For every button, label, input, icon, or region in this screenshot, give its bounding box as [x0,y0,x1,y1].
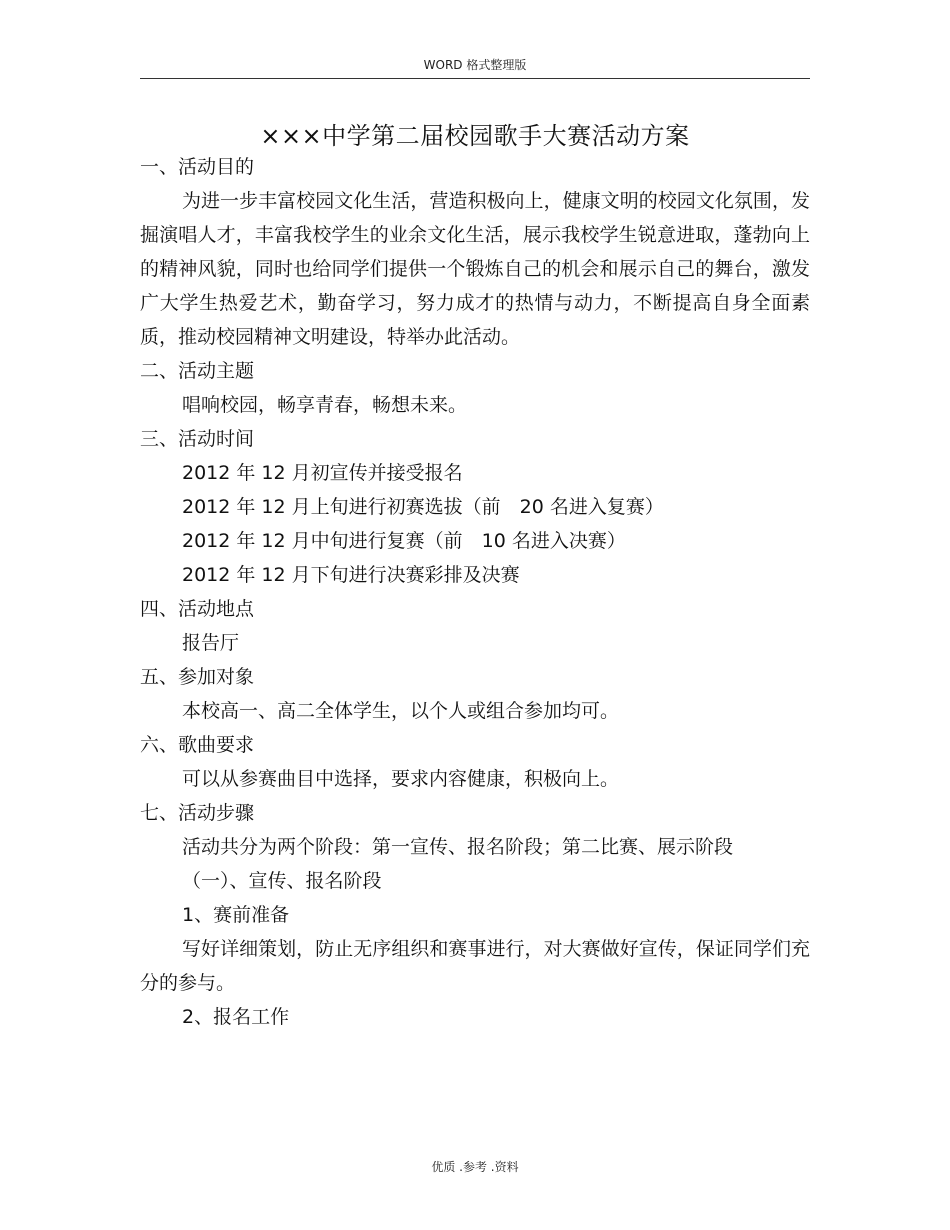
section-heading-steps: 七、活动步骤 [140,802,255,824]
time-item: 2012 年 12 月初宣传并接受报名 [182,462,463,484]
venue-text: 报告厅 [182,632,240,654]
purpose-paragraph [140,184,810,354]
header-rule [140,78,810,79]
time-item: 2012 年 12 月下旬进行决赛彩排及决赛 [182,564,520,586]
page-footer: 优质 .参考 .资料 [431,1160,519,1174]
participants-text: 本校高一、高二全体学生，以个人或组合参加均可。 [182,700,620,722]
steps-intro: 活动共分为两个阶段：第一宣传、报名阶段；第二比赛、展示阶段 [182,836,734,858]
time-item: 2012 年 12 月中旬进行复赛（前 10 名进入决赛） [182,530,626,552]
document-title: ×××中学第二届校园歌手大赛活动方案 [260,122,690,150]
section-heading-purpose: 一、活动目的 [140,156,255,178]
section-heading-theme: 二、活动主题 [140,360,255,382]
preparation-paragraph [140,932,810,1000]
steps-item-preparation: 1、赛前准备 [182,904,290,926]
purpose-paragraph-text: 为进一步丰富校园文化生活，营造积极向上，健康文明的校园文化氛围，发掘演唱人才，丰富我校学生的业余文化生活，展示我校学生锐意进取，蓬勃向上的精神风貌，同时也给同学们提供一个锻炼自己的机会和展示自己的舞台，激发广大学生热爱艺术，勤奋学习，努力成才的热情与动力，不断提高自身全面素质，推动校园精神文明建设，特举办此活动。 [140,190,810,348]
section-heading-time: 三、活动时间 [140,428,255,450]
time-item: 2012 年 12 月上旬进行初赛选拔（前 20 名进入复赛） [182,496,664,518]
page-header: WORD 格式整理版 [423,58,527,72]
section-heading-participants: 五、参加对象 [140,666,255,688]
theme-text: 唱响校园，畅享青春，畅想未来。 [182,394,468,416]
song-requirements-text: 可以从参赛曲目中选择，要求内容健康，积极向上。 [182,768,620,790]
document-body [140,150,810,1034]
steps-subheading-publicity: （一）、宣传、报名阶段 [182,870,382,892]
section-heading-song-requirements: 六、歌曲要求 [140,734,255,756]
section-heading-venue: 四、活动地点 [140,598,255,620]
preparation-paragraph-text: 写好详细策划，防止无序组织和赛事进行，对大赛做好宣传，保证同学们充分的参与。 [140,938,810,994]
steps-item-registration: 2、报名工作 [182,1006,290,1028]
